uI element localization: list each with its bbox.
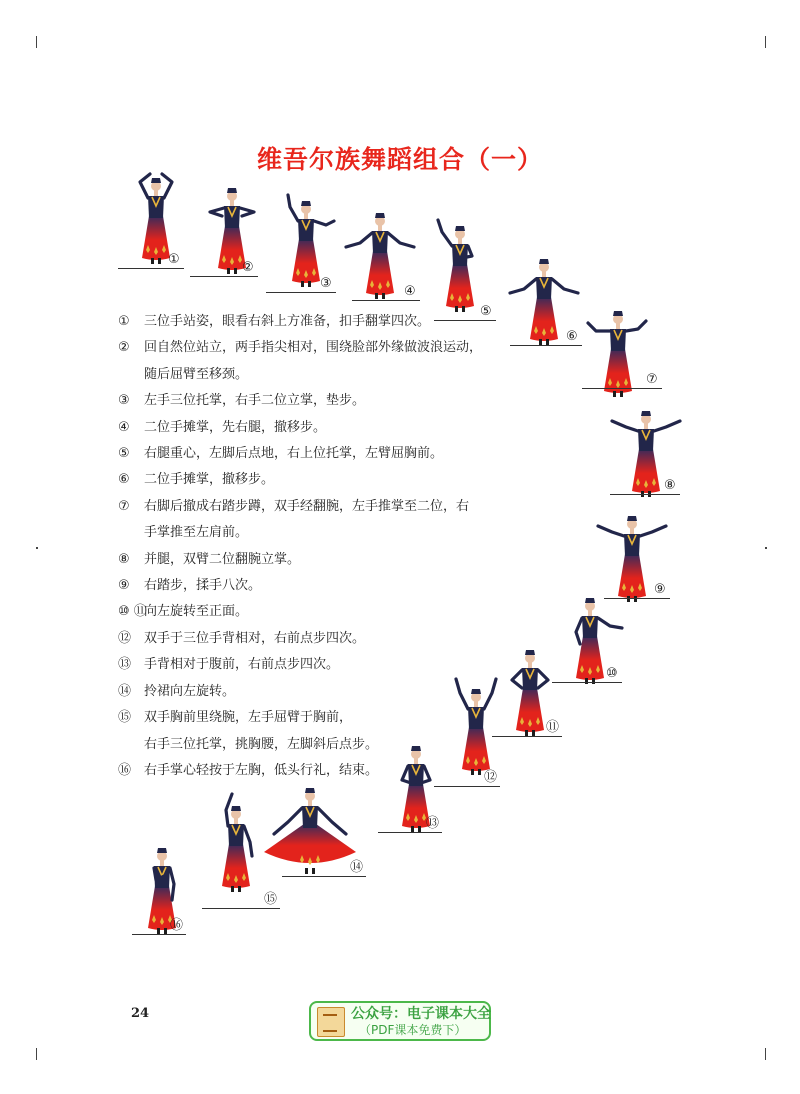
dancer-shoe	[234, 268, 237, 274]
dancer-shoe	[592, 678, 595, 684]
figure-label: ⑤	[480, 304, 492, 319]
step-item	[118, 758, 538, 784]
step-text: 三位手站姿，眼看右斜上方准备，扣手翻掌四次。	[144, 314, 431, 329]
dancer-arm	[510, 279, 536, 293]
step-item	[118, 652, 538, 678]
dancer-cap	[455, 226, 465, 231]
dancer-figure	[286, 782, 334, 878]
dancer-figure	[356, 207, 404, 303]
dancer-figure	[436, 220, 484, 316]
dancer-arm	[552, 279, 578, 293]
badge-line-2: （PDF课本免费下）	[359, 1023, 467, 1037]
dancer-illustration	[594, 305, 642, 401]
dancer-figure	[594, 305, 642, 401]
dancer-shoe	[308, 281, 311, 287]
step-number: ⑯	[118, 762, 132, 778]
step-text-continued: 右手三位托掌，挑胸腰，左脚斜后点步。	[144, 736, 379, 752]
crop-mark-top-left	[36, 36, 37, 48]
dancer-cap	[641, 411, 651, 416]
dancer-figure	[212, 800, 260, 896]
figure-baseline	[282, 876, 366, 877]
step-number: ⑧	[118, 551, 130, 567]
step-item	[118, 599, 538, 625]
figure-baseline	[190, 276, 258, 277]
dancer-shoe	[375, 293, 378, 299]
figure-baseline	[434, 786, 500, 787]
figure-baseline	[582, 388, 662, 389]
step-text: 右腿重心，左脚后点地，右上位托掌，左臂屈胸前。	[144, 446, 444, 462]
dancer-shoe	[613, 391, 616, 397]
dancer-shoe	[382, 293, 385, 299]
step-number: ⑤	[118, 446, 130, 462]
figure-label: ⑨	[654, 582, 666, 597]
step-text: 回自然位站立，两手指尖相对，围绕脸部外缘做波浪运动，	[144, 340, 483, 356]
dancer-shoe	[305, 868, 308, 874]
dancer-illustration	[286, 782, 334, 878]
dancer-cap	[585, 598, 595, 603]
page-number: 24	[131, 1006, 150, 1021]
figure-label: ⑪	[546, 720, 560, 735]
dancer-illustration	[356, 207, 404, 303]
dancer-cap	[613, 311, 623, 316]
dancer-illustration	[622, 405, 670, 501]
crop-mark-mid-right	[765, 547, 767, 549]
dancer-arm	[244, 826, 252, 856]
step-number: ④	[118, 419, 130, 435]
step-text: 左手三位托掌，右手二位立掌，垫步。	[144, 393, 366, 409]
step-number: ⑦	[118, 498, 130, 514]
dancer-arm	[346, 233, 372, 247]
step-number: ⑫	[118, 630, 132, 646]
dancer-cap	[151, 178, 161, 183]
step-text-continued: 手掌推至左肩前。	[144, 525, 249, 541]
step-list	[118, 309, 538, 784]
dancer-illustration	[212, 800, 260, 896]
figure-label: ⑥	[566, 329, 578, 344]
page-title: 维吾尔族舞蹈组合（一）	[256, 145, 543, 174]
figure-label: ①	[168, 252, 180, 267]
step-item	[118, 573, 538, 599]
dancer-arm	[588, 323, 610, 331]
dancer-arm	[598, 618, 622, 628]
dancer-shoe	[227, 268, 230, 274]
dancer-shoe	[301, 281, 304, 287]
step-item	[118, 494, 538, 547]
step-item	[118, 415, 538, 441]
dancer-arm	[226, 794, 232, 826]
figure-label: ⑩	[606, 666, 618, 681]
dancer-arm	[162, 174, 172, 198]
dancer-figure	[622, 405, 670, 501]
figure-baseline	[378, 832, 442, 833]
dancer-shoe	[585, 678, 588, 684]
dancer-arm	[388, 233, 414, 247]
dancer-arm	[576, 618, 582, 644]
dancer-arm	[626, 321, 646, 331]
figure-label: ⑫	[484, 770, 498, 785]
figure-label: ⑭	[350, 860, 364, 875]
dancer-cap	[627, 516, 637, 521]
step-text: 二位手摊掌，撤移步。	[144, 472, 275, 488]
step-text: 双手胸前里绕腕，左手屈臂于胸前，	[144, 710, 353, 726]
dancer-arm	[598, 526, 624, 536]
step-item	[118, 467, 538, 493]
dancer-cap	[301, 201, 311, 206]
dancer-arm	[314, 221, 334, 225]
step-text: 拎裙向左旋转。	[144, 683, 236, 699]
figure-baseline	[266, 292, 336, 293]
step-item	[118, 388, 538, 414]
dancer-arm	[438, 220, 452, 246]
step-number: ⑬	[118, 657, 132, 673]
step-number: ⑥	[118, 472, 130, 488]
step-number: ③	[118, 393, 130, 409]
step-text: 右脚后撤成右踏步蹲，双手经翻腕，左手推掌至二位，右	[144, 498, 470, 514]
dancer-arm	[288, 195, 298, 221]
crop-mark-bottom-right	[765, 1048, 766, 1060]
dancer-arm	[538, 670, 548, 688]
badge-line-1: 公众号：电子课本大全	[351, 1006, 491, 1022]
step-text-continued: 随后屈臂至移颈。	[144, 366, 249, 382]
dancer-shoe	[634, 596, 637, 602]
step-text: 并腿，双臂二位翻腕立掌。	[144, 551, 301, 567]
dancer-cap	[231, 806, 241, 811]
dancer-arm	[170, 868, 174, 900]
figure-baseline	[132, 934, 186, 935]
dancer-cap	[539, 259, 549, 264]
step-item	[118, 547, 538, 573]
dancer-shoe	[158, 258, 161, 264]
crop-mark-bottom-left	[36, 1048, 37, 1060]
step-text: 二位手摊掌，先右腿，撤移步。	[144, 419, 327, 435]
step-number: ⑨	[118, 578, 130, 594]
dancer-shoe	[151, 258, 154, 264]
step-text: 双手于三位手背相对，右前点步四次。	[144, 630, 366, 646]
figure-baseline	[202, 908, 280, 909]
dancer-shoe	[238, 886, 241, 892]
dancer-shoe	[620, 391, 623, 397]
figure-baseline	[552, 682, 622, 683]
dancer-arm	[654, 421, 680, 431]
book-icon	[317, 1007, 345, 1037]
dancer-illustration	[608, 510, 656, 606]
dancer-arm	[140, 174, 150, 198]
step-text: 向左旋转至正面。	[144, 604, 249, 620]
figure-baseline	[352, 300, 420, 301]
dancer-figure	[608, 510, 656, 606]
step-number: ①	[118, 314, 130, 329]
step-number: ⑮	[118, 710, 132, 726]
figure-label: ⑮	[264, 892, 278, 907]
dancer-shoe	[231, 886, 234, 892]
figure-label: ③	[320, 276, 332, 291]
step-text: 手背相对于腹前，右前点步四次。	[144, 657, 340, 673]
step-item	[118, 626, 538, 652]
dancer-arm	[210, 208, 224, 216]
wechat-badge	[309, 1001, 491, 1041]
step-item	[118, 335, 538, 388]
step-item	[118, 309, 538, 335]
dancer-arm	[240, 208, 254, 216]
dancer-arm	[612, 421, 638, 431]
figure-label: ⑬	[426, 816, 440, 831]
dancer-cap	[305, 788, 315, 793]
crop-mark-top-right	[765, 36, 766, 48]
crop-mark-mid-left	[36, 547, 38, 549]
step-item	[118, 679, 538, 705]
dancer-arm	[640, 526, 666, 536]
step-number: ⑩ ⑪	[118, 604, 147, 620]
step-text: 右手掌心轻按于左胸，低头行礼，结束。	[144, 762, 379, 778]
figure-label: ⑦	[646, 372, 658, 387]
figure-label: ②	[242, 260, 254, 275]
figure-baseline	[610, 494, 680, 495]
step-item	[118, 441, 538, 467]
figure-label: ⑧	[664, 478, 676, 493]
step-text: 右踏步，揉手八次。	[144, 578, 262, 594]
figure-label: ⑯	[170, 918, 184, 933]
figure-label: ④	[404, 284, 416, 299]
step-item	[118, 705, 538, 758]
step-number: ②	[118, 340, 130, 356]
dancer-shoe	[312, 868, 315, 874]
dancer-illustration	[436, 220, 484, 316]
dancer-cap	[157, 848, 167, 853]
figure-baseline	[118, 268, 184, 269]
step-number: ⑭	[118, 683, 132, 699]
dancer-cap	[227, 188, 237, 193]
dancer-cap	[375, 213, 385, 218]
dancer-shoe	[627, 596, 630, 602]
